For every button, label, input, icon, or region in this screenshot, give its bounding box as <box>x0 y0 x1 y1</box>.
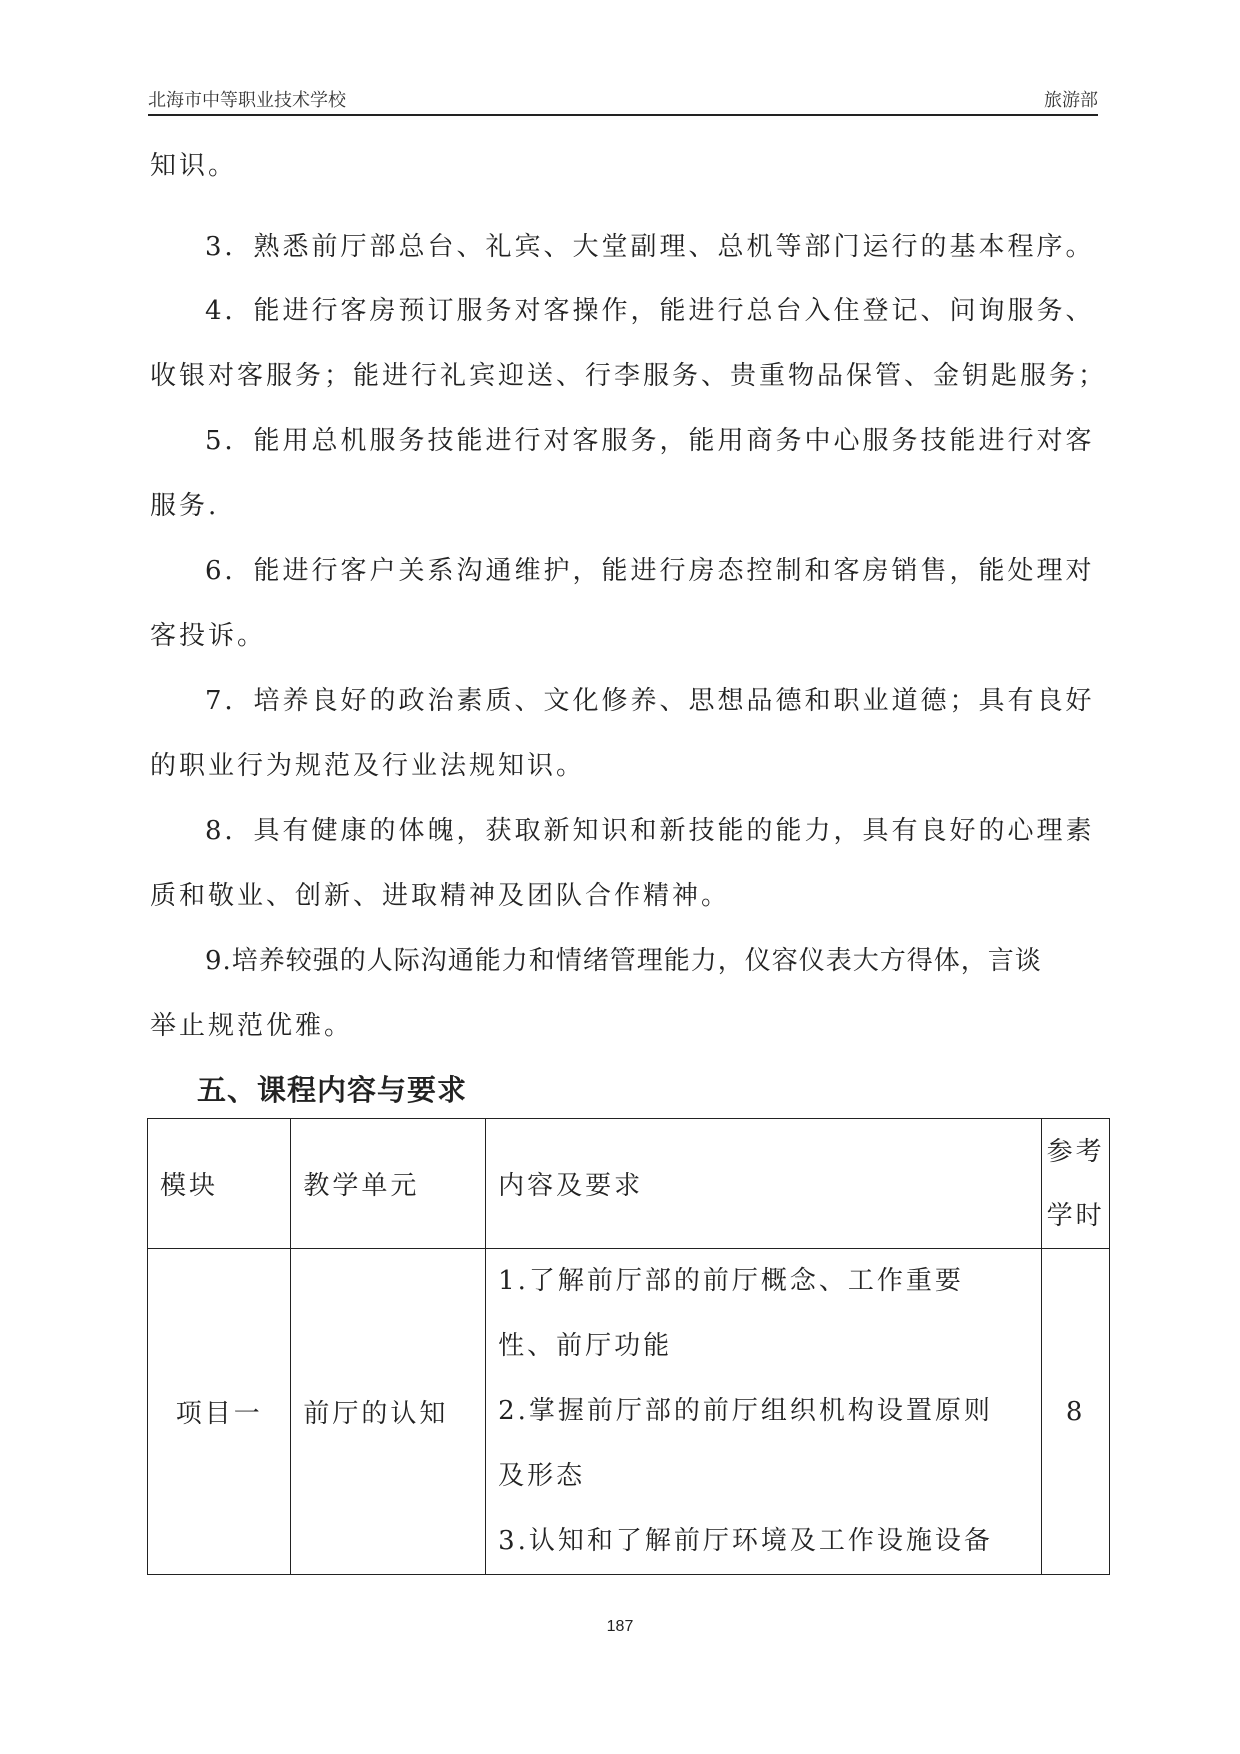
paragraph-line: 6．能进行客户关系沟通维护，能进行房态控制和客房销售，能处理对 <box>205 556 1095 586</box>
paragraph-line: 4．能进行客房预订服务对客操作，能进行总台入住登记、问询服务、 <box>205 296 1095 326</box>
paragraph-line: 5．能用总机服务技能进行对客服务，能用商务中心服务技能进行对客 <box>205 426 1095 456</box>
module-cell: 项目一 <box>148 1249 291 1575</box>
content-line: 3.认知和了解前厅环境及工作设施设备 <box>498 1526 993 1556</box>
content-line: 1.了解前厅部的前厅概念、工作重要 <box>498 1266 964 1296</box>
paragraph-line: 收银对客服务；能进行礼宾迎送、行李服务、贵重物品保管、金钥匙服务； <box>150 361 1108 391</box>
content-line: 性、前厅功能 <box>498 1331 673 1361</box>
header-hours-line2: 学时 <box>1046 1200 1105 1231</box>
school-name: 北海市中等职业技术学校 <box>148 90 346 111</box>
content-cell <box>486 1249 1042 1575</box>
paragraph-line: 客投诉。 <box>150 621 267 651</box>
table-row <box>148 1249 1110 1575</box>
content-line: 2.掌握前厅部的前厅组织机构设置原则 <box>498 1396 993 1426</box>
header-module: 模块 <box>148 1119 291 1249</box>
unit-cell: 前厅的认知 <box>291 1249 486 1575</box>
paragraph-line: 的职业行为规范及行业法规知识。 <box>150 751 586 781</box>
section-heading: 五、课程内容与要求 <box>197 1073 468 1107</box>
page-number: 187 <box>606 1618 634 1635</box>
paragraph-line: 举止规范优雅。 <box>150 1011 354 1041</box>
paragraph-line: 8．具有健康的体魄，获取新知识和新技能的能力，具有良好的心理素 <box>205 816 1095 846</box>
content-line: 及形态 <box>498 1461 586 1491</box>
header-content: 内容及要求 <box>486 1119 1042 1249</box>
header-unit: 教学单元 <box>291 1119 486 1249</box>
course-content-table <box>147 1118 1110 1575</box>
header-rule <box>148 114 1098 116</box>
paragraph-line: 知识。 <box>150 151 238 181</box>
paragraph-line: 质和敬业、创新、进取精神及团队合作精神。 <box>150 881 731 911</box>
header-hours-line1: 参考 <box>1046 1136 1105 1167</box>
table-header-row <box>148 1119 1110 1249</box>
department-name: 旅游部 <box>1044 90 1098 111</box>
paragraph-line: 3．熟悉前厅部总台、礼宾、大堂副理、总机等部门运行的基本程序。 <box>205 232 1095 262</box>
page-header <box>148 86 1098 116</box>
hours-cell: 8 <box>1042 1249 1110 1575</box>
paragraph-line: 9.培养较强的人际沟通能力和情绪管理能力，仪容仪表大方得体，言谈 <box>205 946 1042 976</box>
header-hours <box>1042 1119 1110 1249</box>
paragraph-line: 服务. <box>150 491 220 521</box>
paragraph-line: 7．培养良好的政治素质、文化修养、思想品德和职业道德；具有良好 <box>205 686 1095 716</box>
